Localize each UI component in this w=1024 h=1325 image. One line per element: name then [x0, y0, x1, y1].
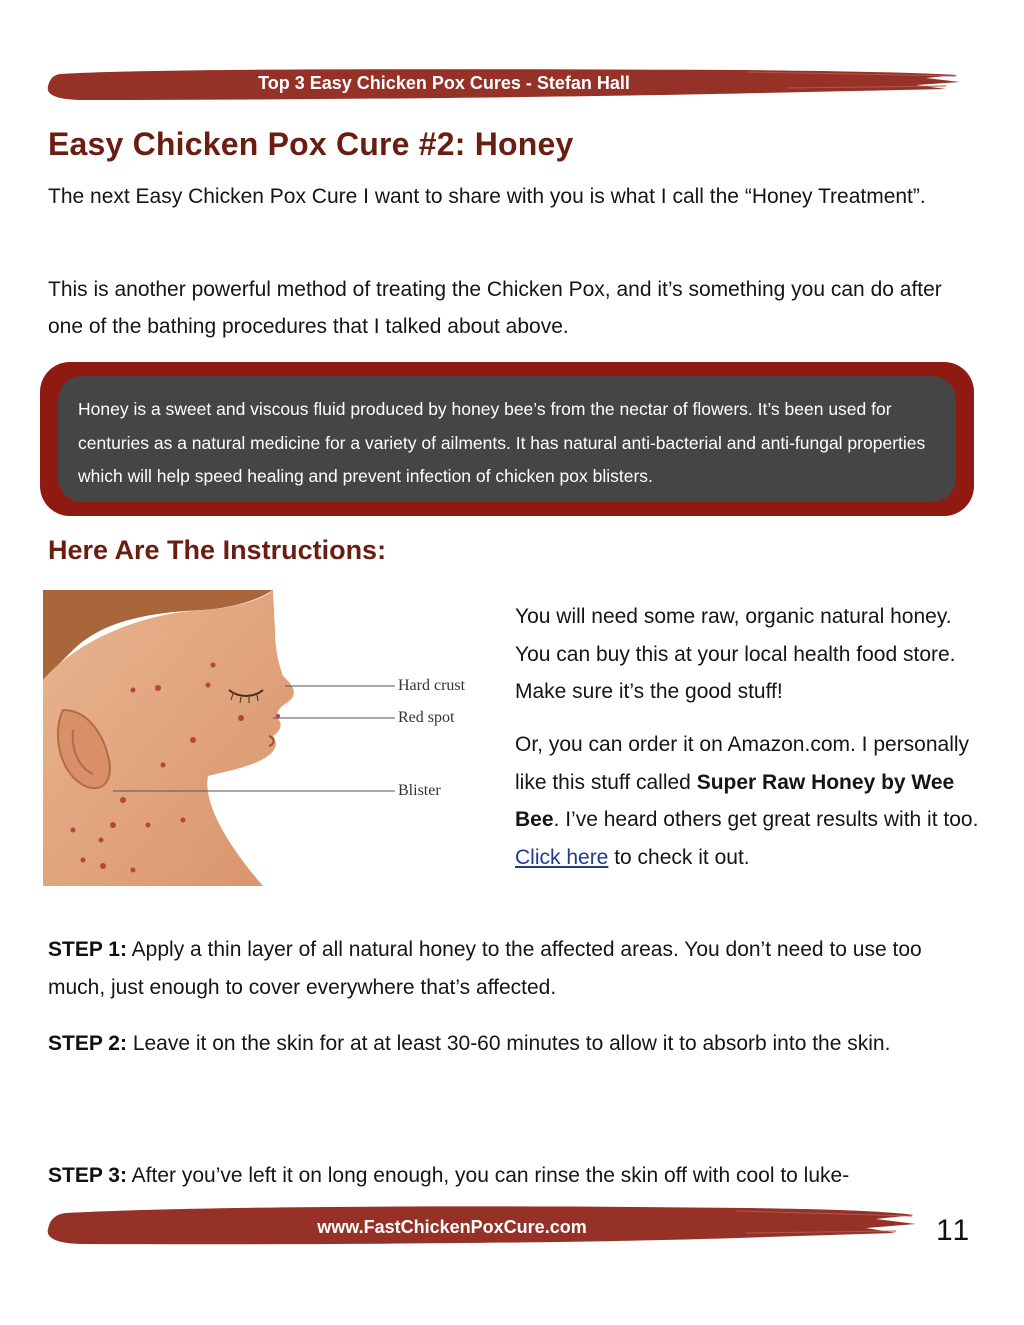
- page-title: Easy Chicken Pox Cure #2: Honey: [48, 126, 574, 162]
- callout-text: Honey is a sweet and viscous fluid produced by honey bee’s from the nectar of flowers. It’s been used for centuries as a natural medicine for a variety of ailments. It has natural anti-bacterial and anti-fungal properties which will help speed healing and prevent infection of chicken pox blisters.: [78, 399, 926, 486]
- step-2-label: STEP 2:: [48, 1032, 127, 1055]
- footer-banner: [46, 1203, 918, 1247]
- step-1-label: STEP 1:: [48, 938, 127, 961]
- chicken-pox-illustration: [43, 590, 483, 886]
- header-title: Top 3 Easy Chicken Pox Cures - Stefan Hall: [258, 73, 630, 93]
- child-profile-image: [43, 590, 483, 886]
- instructions-heading: Here Are The Instructions:: [48, 535, 387, 565]
- intro-paragraph-1: The next Easy Chicken Pox Cure I want to share with you is what I call the “Honey Treatment”.: [48, 185, 926, 208]
- label-blister: Blister: [398, 782, 441, 799]
- step-3: [48, 1157, 978, 1195]
- step-1-text: Apply a thin layer of all natural honey to the affected areas. You don’t need to use too much, just enough to cover everywhere that’s affected.: [48, 938, 922, 999]
- callout-inner-panel: [58, 376, 956, 502]
- amazon-text-c: to check it out.: [608, 845, 750, 869]
- product-name: Super Raw Honey by Wee Bee: [515, 770, 955, 831]
- honey-info-callout: [40, 362, 974, 516]
- amazon-paragraph: [515, 726, 985, 876]
- step-1: [48, 931, 978, 1007]
- page-number: 11: [936, 1214, 972, 1247]
- click-here-link[interactable]: Click here: [515, 845, 609, 869]
- label-red-spot: Red spot: [398, 709, 455, 726]
- footer-url: www.FastChickenPoxCure.com: [317, 1217, 587, 1237]
- label-hard-crust: Hard crust: [398, 677, 466, 694]
- step-2: [48, 1025, 978, 1063]
- amazon-text-b: . I’ve heard others get great results with it too.: [553, 808, 979, 831]
- step-3-label: STEP 3:: [48, 1164, 127, 1187]
- step-2-text: Leave it on the skin for at at least 30-60 minutes to allow it to absorb into the skin.: [126, 1032, 891, 1055]
- step-3-text: After you’ve left it on long enough, you can rinse the skin off with cool to luke-: [126, 1164, 850, 1187]
- amazon-text-a: Or, you can order it on Amazon.com. I personally like this stuff called: [515, 733, 970, 794]
- header-banner: [46, 66, 962, 102]
- intro-paragraph-2: This is another powerful method of treating the Chicken Pox, and it’s something you can do after one of the bathing procedures that I talked about above.: [48, 278, 942, 338]
- honey-purchase-paragraph: You will need some raw, organic natural honey. You can buy this at your local health food store. Make sure it’s the good stuff!: [515, 605, 956, 703]
